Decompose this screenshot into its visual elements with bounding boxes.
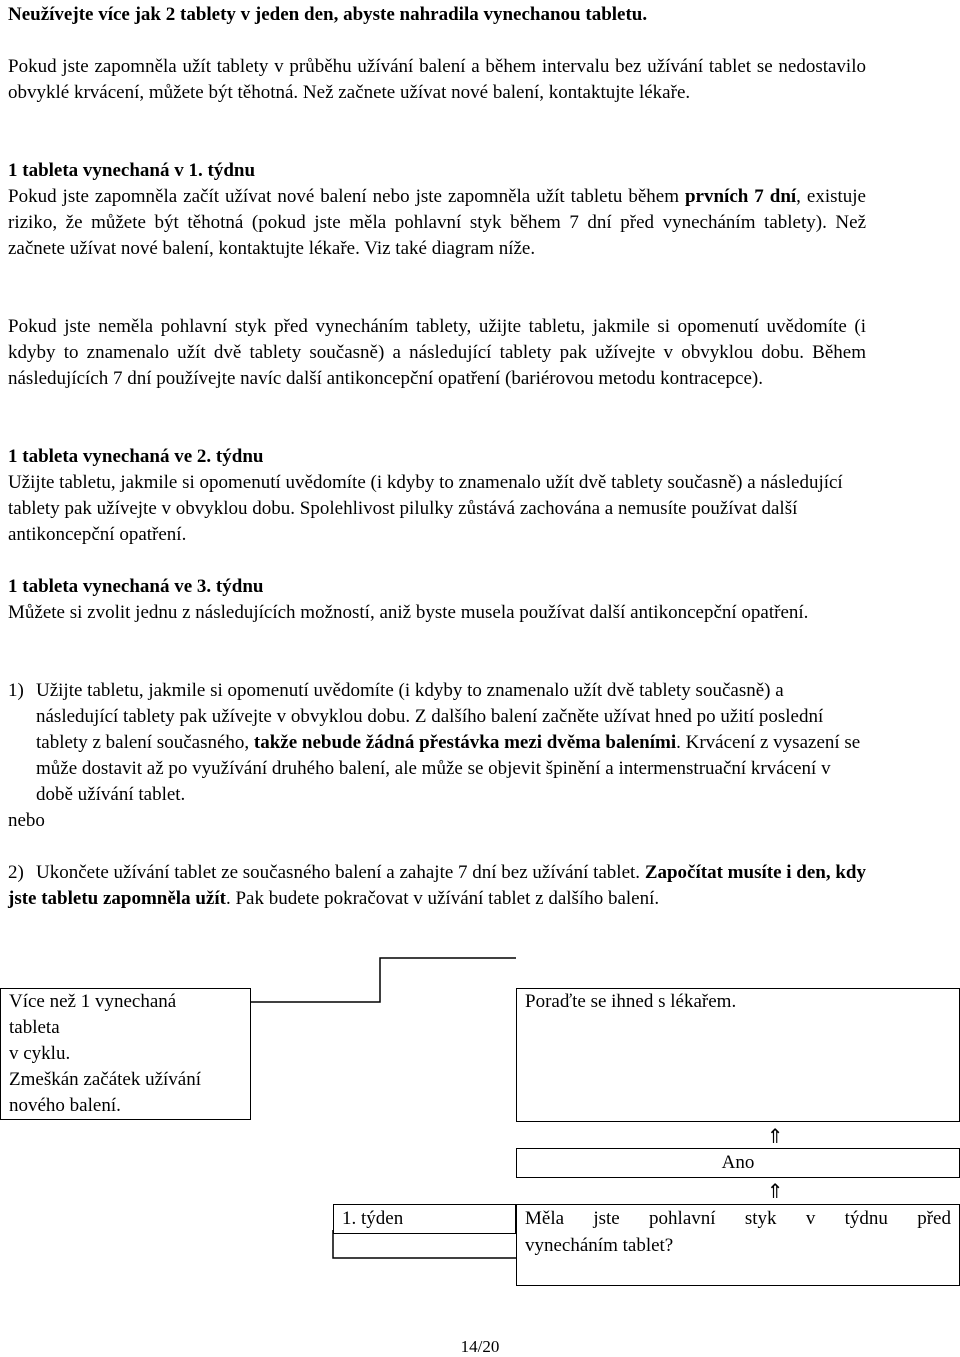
week2-heading: 1 tableta vynechaná ve 2. týdnu bbox=[8, 446, 264, 467]
week1-heading: 1 tableta vynechaná v 1. týdnu bbox=[8, 160, 256, 181]
box-yes bbox=[516, 1148, 960, 1178]
connector-week-to-question bbox=[333, 1230, 516, 1258]
box-missed-more bbox=[0, 988, 251, 1120]
box-missed-more-line4: Zmeškán začátek užívání bbox=[9, 1069, 202, 1090]
page-number: 14/20 bbox=[460, 1337, 500, 1356]
box-missed-more-line2: tableta bbox=[9, 1017, 60, 1038]
week3-paragraph: Můžete si zvolit jednu z následujících možností, aniž byste musela používat další antikoncepční opatření. bbox=[8, 602, 809, 623]
box-question-line1: Měla jste pohlavní styk v týdnu před bbox=[525, 1208, 951, 1229]
box-question-line2: vynecháním tablet? bbox=[525, 1235, 674, 1256]
box-question bbox=[516, 1204, 960, 1286]
arrow-up-icon: ⇑ bbox=[766, 1124, 784, 1148]
or-text: nebo bbox=[8, 810, 45, 831]
intro-paragraph: Pokud jste zapomněla užít tablety v průběhu užívání balení a během intervalu bez užívání tablet se nedostavilo obvyklé krvácení, můžete být těhotná. Než začnete užívat nové balení, kontaktujte lékaře. bbox=[8, 56, 866, 103]
box-consult-doctor bbox=[516, 988, 960, 1122]
arrow-up-icon: ⇑ bbox=[766, 1179, 784, 1203]
box-missed-more-line3: v cyklu. bbox=[9, 1043, 71, 1064]
box-missed-more-line1: Více než 1 vynechaná bbox=[9, 991, 177, 1012]
option-2-number: 2) bbox=[8, 862, 24, 883]
box-missed-more-line5: nového balení. bbox=[9, 1095, 121, 1116]
option-1-text: Užijte tabletu, jakmile si opomenutí uvědomíte (i kdyby to znamenalo užít dvě tablety současně) a následující tablety pak užívejte v obvyklou dobu. Z dalšího balení začněte užívat hned po užití poslední tablety z balení současného, takže nebude žádná přestávka mezi dvěma baleními. Krvácení z vysazení se může dostavit až po využívání druhého balení, ale může se objevit špinění a intermenstruační krvácení v době užívání tablet. bbox=[36, 680, 861, 805]
week1-paragraph-2: Pokud jste neměla pohlavní styk před vynecháním tablety, užijte tabletu, jakmile si opomenutí uvědomíte (i kdyby to znamenalo užít dvě tablety současně) a následující tablety pak užívejte v obvyklou dobu. Během následujících 7 dní používejte navíc další antikoncepční opatření (bariérovou metodu kontracepce). bbox=[8, 316, 866, 389]
week2-paragraph: Užijte tabletu, jakmile si opomenutí uvědomíte (i kdyby to znamenalo užít dvě tablety současně) a následující tablety pak užívejte v obvyklou dobu. Spolehlivost pilulky zůstává zachována a nemusíte používat další antikoncepční opatření. bbox=[8, 472, 843, 545]
warning-text: Neužívejte více jak 2 tablety v jeden den, abyste nahradila vynechanou tabletu. bbox=[8, 4, 648, 25]
box-first-week-text: 1. týden bbox=[342, 1208, 404, 1229]
box-yes-text: Ano bbox=[721, 1152, 755, 1173]
option-2-text: Ukončete užívání tablet ze současného balení a zahajte 7 dní bez užívání tablet. Započítat musíte i den, kdy jste tabletu zapomněla užít. Pak budete pokračovat v užívání tablet z dalšího balení. bbox=[8, 862, 866, 909]
box-first-week bbox=[333, 1204, 516, 1234]
box-consult-doctor-text: Poraďte se ihned s lékařem. bbox=[525, 991, 737, 1012]
connector-left-to-doctor bbox=[251, 958, 516, 1002]
week1-paragraph-1: Pokud jste zapomněla začít užívat nové balení nebo jste zapomněla užít tabletu během prvních 7 dní, existuje riziko, že můžete být těhotná (pokud jste měla pohlavní styk během 7 dní před vynecháním tablety). Než začnete užívat nové balení, kontaktujte lékaře. Viz také diagram níže. bbox=[8, 186, 866, 259]
week3-heading: 1 tableta vynechaná ve 3. týdnu bbox=[8, 576, 264, 597]
option-1-number: 1) bbox=[8, 680, 24, 701]
